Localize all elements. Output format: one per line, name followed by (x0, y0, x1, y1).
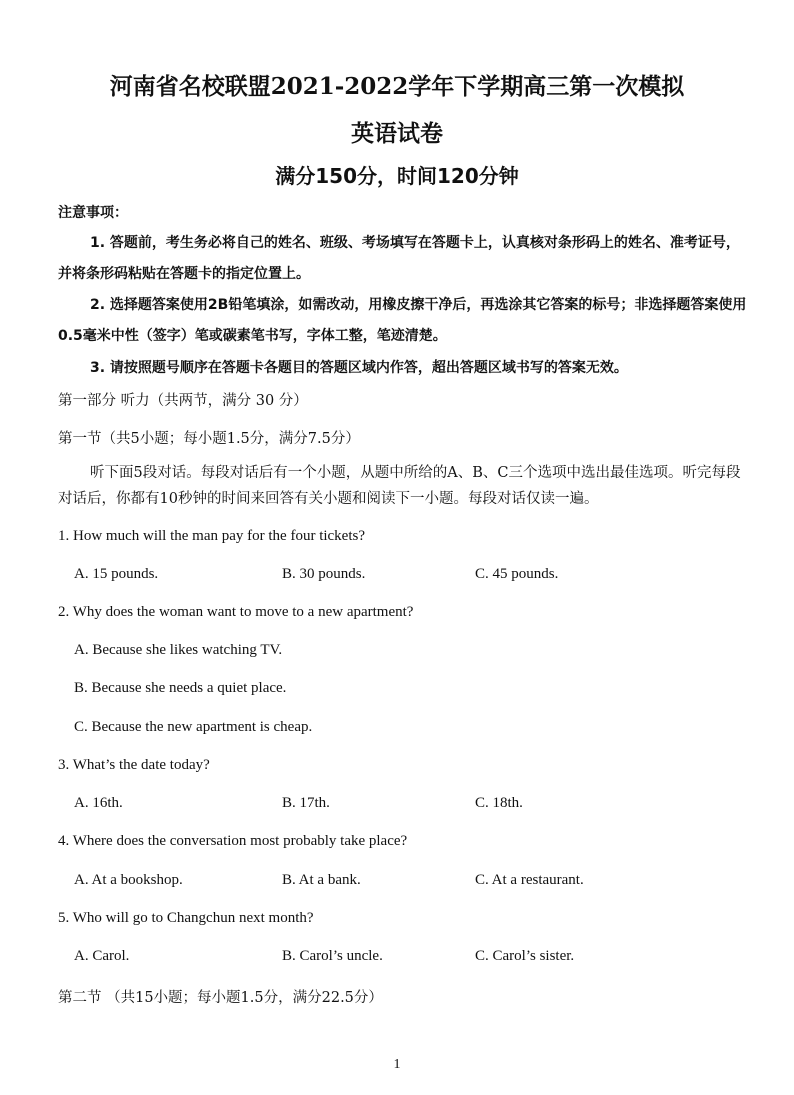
listening-instructions: 听下面5段对话。每段对话后有一个小题，从题中所给的A、B、C三个选项中选出最佳选项。听完每段对话后，你都有10秒钟的时间来回答有关小题和阅读下一小题。每段对话仅读一遍。 (58, 465, 741, 507)
notice-item-3: 3. 请按照题号顺序在答题卡各题目的答题区域内作答，超出答题区域书写的答案无效。 (90, 360, 628, 376)
q5-option-a: A. Carol. (74, 948, 130, 964)
q2-option-b: B. Because she needs a quiet place. (74, 680, 287, 696)
question-2: 2. Why does the woman want to move to a new apartment? (58, 604, 414, 620)
question-1: 1. How much will the man pay for the four tickets? (58, 528, 366, 544)
section1-heading: 第一节（共5小题；每小题1.5分，满分7.5分） (58, 431, 360, 447)
score-time-line: 满分150分，时间120分钟 (275, 164, 519, 188)
notice-item-1: 1. 答题前，考生务必将自己的姓名、班级、考场填写在答题卡上，认真核对条形码上的姓名、准考证号，并将条形码粘贴在答题卡的指定位置上。 (58, 235, 740, 282)
notice-heading: 注意事项： (58, 205, 128, 221)
q1-option-c: C. 45 pounds. (475, 566, 559, 582)
q3-option-c: C. 18th. (475, 795, 523, 811)
q4-option-a: A. At a bookshop. (74, 872, 183, 888)
question-4: 4. Where does the conversation most probably take place? (58, 833, 408, 849)
q1-option-a: A. 15 pounds. (74, 566, 159, 582)
question-3: 3. What’s the date today? (58, 757, 210, 773)
question-5: 5. Who will go to Changchun next month? (58, 910, 314, 926)
q2-option-a: A. Because she likes watching TV. (74, 642, 283, 658)
section2-heading: 第二节 （共15小题；每小题1.5分，满分22.5分） (58, 990, 383, 1006)
subject-title: 英语试卷 (351, 120, 443, 147)
part1-heading: 第一部分 听力（共两节，满分 30 分） (58, 393, 308, 409)
q3-option-b: B. 17th. (282, 795, 330, 811)
page-number: 1 (393, 1057, 401, 1072)
notice-item-2: 2. 选择题答案使用2B铅笔填涂，如需改动，用橡皮擦干净后，再选涂其它答案的标号；非选择题答案使用0.5毫米中性（签字）笔或碳素笔书写，字体工整，笔迹清楚。 (58, 297, 747, 344)
q2-option-c: C. Because the new apartment is cheap. (74, 719, 313, 735)
q5-option-c: C. Carol’s sister. (475, 948, 575, 964)
q4-option-b: B. At a bank. (282, 872, 361, 888)
q3-option-a: A. 16th. (74, 795, 123, 811)
exam-title: 河南省名校联盟2021-2022学年下学期高三第一次模拟 (109, 73, 685, 100)
q1-option-b: B. 30 pounds. (282, 566, 366, 582)
q5-option-b: B. Carol’s uncle. (282, 948, 383, 964)
q4-option-c: C. At a restaurant. (475, 872, 584, 888)
